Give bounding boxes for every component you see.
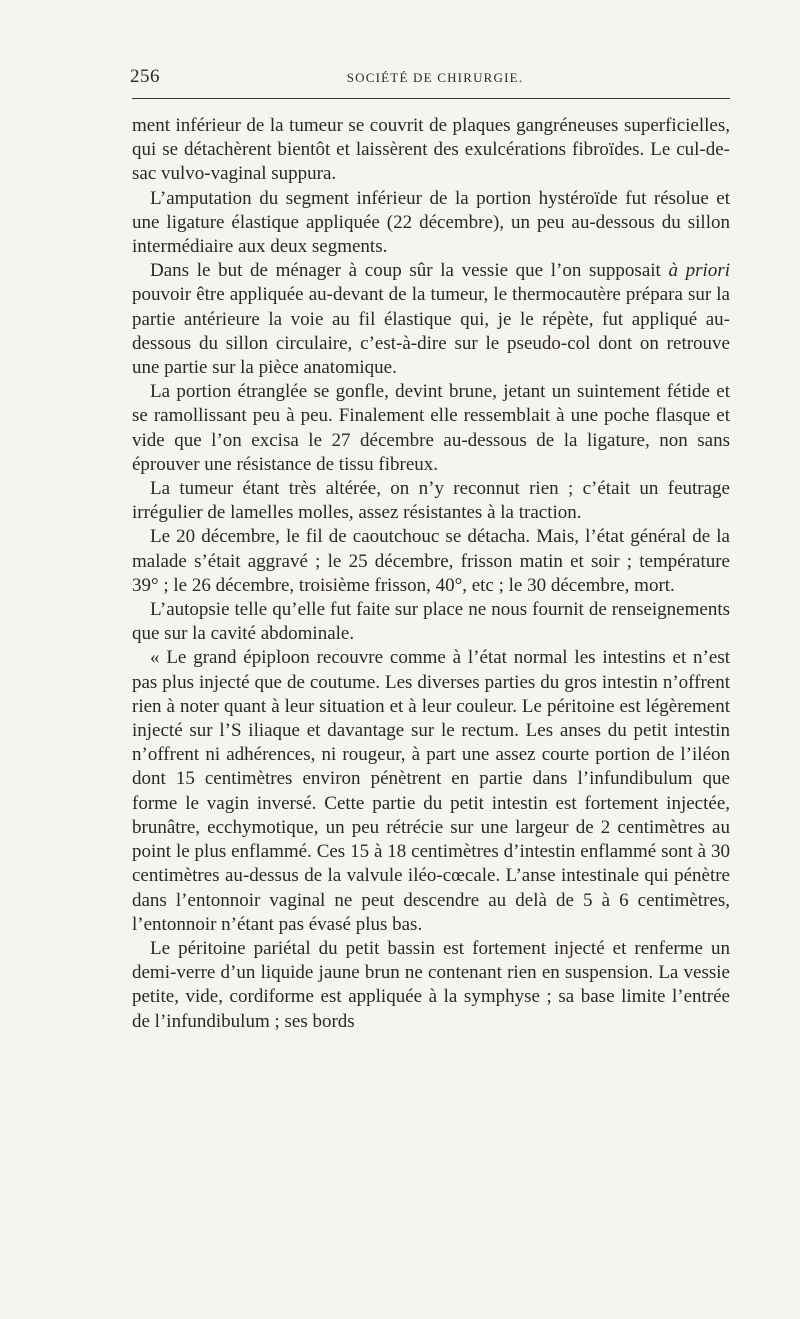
- body-text: [132, 114, 730, 1034]
- paragraph-9: Le péritoine pariétal du petit bassin est fortement injecté et renferme un demi-verre d’un liquide jaune brun ne contenant rien en suspension. La vessie petite, vide, cordiforme est appliquée à la symphyse ; sa base limite l’entrée de l’infundibulum ; ses bords: [132, 937, 730, 1032]
- paragraph-6: Le 20 décembre, le fil de caoutchouc se détacha. Mais, l’état général de la malade s’était aggravé ; le 25 décembre, frisson matin et soir ; température 39° ; le 26 décembre, troisième frisson, 40°, etc ; le 30 décembre, mort.: [132, 526, 730, 596]
- paragraph-3: [132, 259, 730, 380]
- paragraph-4: La portion étranglée se gonfle, devint brune, jetant un suintement fétide et se ramollissant peu à peu. Finalement elle ressemblait à une poche flasque et vide que l’on excisa le 27 décembre au-dessous de la ligature, non sans éprouver une résistance de tissu fibreux.: [132, 381, 730, 475]
- paragraph-7: L’autopsie telle qu’elle fut faite sur place ne nous fournit de renseignements que sur la cavité abdominale.: [132, 599, 730, 645]
- paragraph-8: « Le grand épiploon recouvre comme à l’état normal les intestins et n’est pas plus injecté que de coutume. Les diverses parties du gros intestin n’offrent rien à noter quant à leur situation et à leur couleur. Le péritoine est légèrement injecté sur l’S iliaque et davantage sur le rectum. Les anses du petit intestin n’offrent ni adhérences, ni rougeur, à part une assez courte portion de l’iléon dont 15 centimètres environ pénètrent en partie dans l’infundibulum que forme le vagin inversé. Cette partie du petit intestin est fortement injectée, brunâtre, ecchymotique, un peu rétrécie sur une largeur de 2 centimètres au point le plus enflammé. Ces 15 à 18 centimètres d’intestin enflammé sont à 30 centimètres au-dessus de la valvule iléo-cœcale. L’anse intestinale qui pénètre dans l’entonnoir vaginal ne peut descendre au delà de 5 à 6 centimètres, l’entonnoir n’étant pas évasé plus bas.: [132, 647, 730, 935]
- header-rule: [132, 98, 730, 99]
- paragraph-3-rest: pouvoir être appliquée au-devant de la tumeur, le thermocautère prépara sur la partie antérieure la voie au fil élastique qui, je le répète, fut appliqué au-dessous du sillon circulaire, c’est-à-dire sur le pseudo-col dont on retrouve une partie sur la pièce anatomique.: [132, 284, 730, 379]
- page-header: [130, 66, 730, 90]
- running-title: SOCIÉTÉ DE CHIRURGIE.: [346, 70, 524, 85]
- paragraph-5: La tumeur étant très altérée, on n’y reconnut rien ; c’était un feutrage irrégulier de lamelles molles, assez résistantes à la traction.: [132, 478, 730, 524]
- paragraph-3-lead: Dans le but de ménager à coup sûr la vessie que l’on supposait: [150, 260, 669, 282]
- paragraph-1: ment inférieur de la tumeur se couvrit de plaques gangréneuses superficielles, qui se détachèrent bientôt et laissèrent des exulcérations fibroïdes. Le cul-de-sac vulvo-vaginal suppura.: [132, 115, 730, 185]
- paragraph-2: L’amputation du segment inférieur de la portion hystéroïde fut résolue et une ligature élastique appliquée (22 décembre), un peu au-dessous du sillon intermédiaire aux deux segments.: [132, 187, 730, 258]
- page-number: 256: [130, 66, 160, 87]
- italic-a-priori: à priori: [668, 260, 730, 282]
